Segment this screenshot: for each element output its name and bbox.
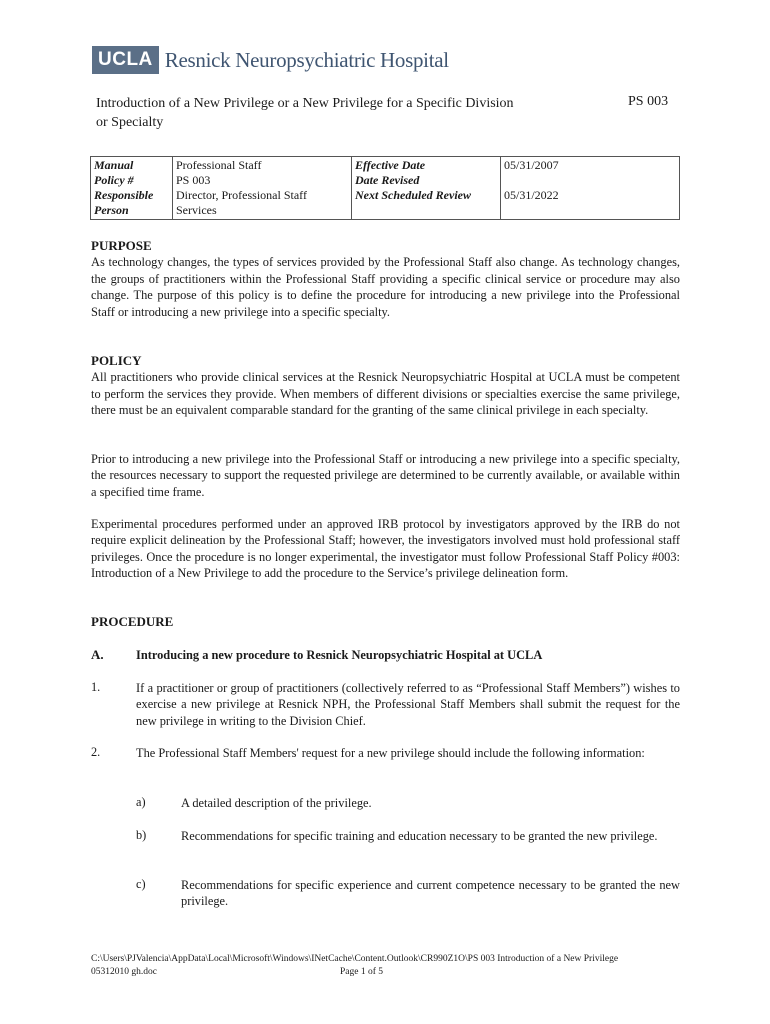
policy-paragraph-1: All practitioners who provide clinical services at the Resnick Neuropsychiatric Hospital at UCLA must be competent to perform the services they provide. When members of different divisions or specialties exercise the same privilege, there must be an equivalent comparable standard for the granting of the same clinical privilege in each specialty. [91,370,680,418]
subitem-label: b) [136,828,147,842]
procedure-heading: PROCEDURE [91,614,174,629]
effective-date-label: Effective Date [355,158,426,172]
responsible-value: Director, Professional Staff Services [176,188,307,217]
hospital-logo [92,46,449,74]
purpose-section [91,238,680,320]
date-revised-value [504,173,676,188]
page-number: Page 1 of 5 [340,967,384,977]
footer-line-2 [91,966,691,979]
meta-labels-left [91,157,173,220]
ucla-logo-mark: UCLA [92,46,159,74]
meta-values-right [501,157,680,220]
policy-title: Introduction of a New Privilege or a New Privilege for a Specific Division or Specialty [96,96,514,130]
step-number: 2. [91,745,101,759]
policy-label: Policy # [94,173,134,187]
date-revised-label: Date Revised [355,173,420,187]
next-review-label: Next Scheduled Review [355,188,471,202]
policy-value: PS 003 [176,173,211,187]
policy-id: PS 003 [628,94,669,109]
step-text: The Professional Staff Members' request for a new privilege should include the following information: [136,746,645,760]
subitem-text: A detailed description of the privilege. [181,796,372,810]
footer-file-path: C:\Users\PJValencia\AppData\Local\Microsoft\Windows\INetCache\Content.Outlook\CR990Z1O\PS 003 Introduction of a New Privilege [91,954,619,964]
footer-file-name: 05312010 gh.doc [91,967,157,977]
hospital-name: Resnick Neuropsychiatric Hospital [164,47,449,72]
manual-label: Manual [94,158,134,172]
policy-heading: POLICY [91,353,142,368]
policy-section [91,353,680,419]
subitem-label: c) [136,877,146,891]
page-footer [91,953,691,979]
policy-meta-table [90,156,680,220]
meta-labels-right [352,157,501,220]
effective-date-value: 05/31/2007 [504,158,559,172]
step-number: 1. [91,680,101,694]
subitem-text: Recommendations for specific training and education necessary to be granted the new privilege. [181,829,658,843]
section-letter: A. [91,647,104,662]
subitem-label: a) [136,795,146,809]
subitem-text: Recommendations for specific experience and current competence necessary to be granted the new privilege. [181,878,680,909]
step-text: If a practitioner or group of practitioners (collectively referred to as “Professional Staff Members”) wishes to exercise a new privilege at Resnick NPH, the Professional Staff Members shall submit the request for the new privilege in writing to the Division Chief. [136,681,680,728]
policy-paragraph-2: Prior to introducing a new privilege into the Professional Staff or introducing a new privilege into a specific specialty, the resources necessary to support the requested privilege are determined to be currently available, or available within a specified time frame. [91,452,680,499]
meta-values-left [173,157,352,220]
manual-value: Professional Staff [176,158,262,172]
responsible-label: Responsible Person [94,188,154,217]
purpose-text: As technology changes, the types of services provided by the Professional Staff also change. As technology changes, the groups of practitioners within the Professional Staff providing a specific clinical service or procedure may also change. The purpose of this policy is to define the procedure for introducing a new privilege into the Professional Staff or introducing a new privilege into a specific specialty. [91,255,680,319]
purpose-heading: PURPOSE [91,238,152,253]
policy-paragraph-3: Experimental procedures performed under an approved IRB protocol by investigators approved by the IRB do not require explicit delineation by the Professional Staff; however, the investigators involved must hold professional staff privileges. Once the procedure is no longer experimental, the investigator must follow Professional Staff Policy #003: Introduction of a New Privilege to add the procedure to the Service’s privilege delineation form. [91,517,680,581]
next-review-value: 05/31/2022 [504,188,559,202]
section-title: Introducing a new procedure to Resnick Neuropsychiatric Hospital at UCLA [136,648,543,662]
